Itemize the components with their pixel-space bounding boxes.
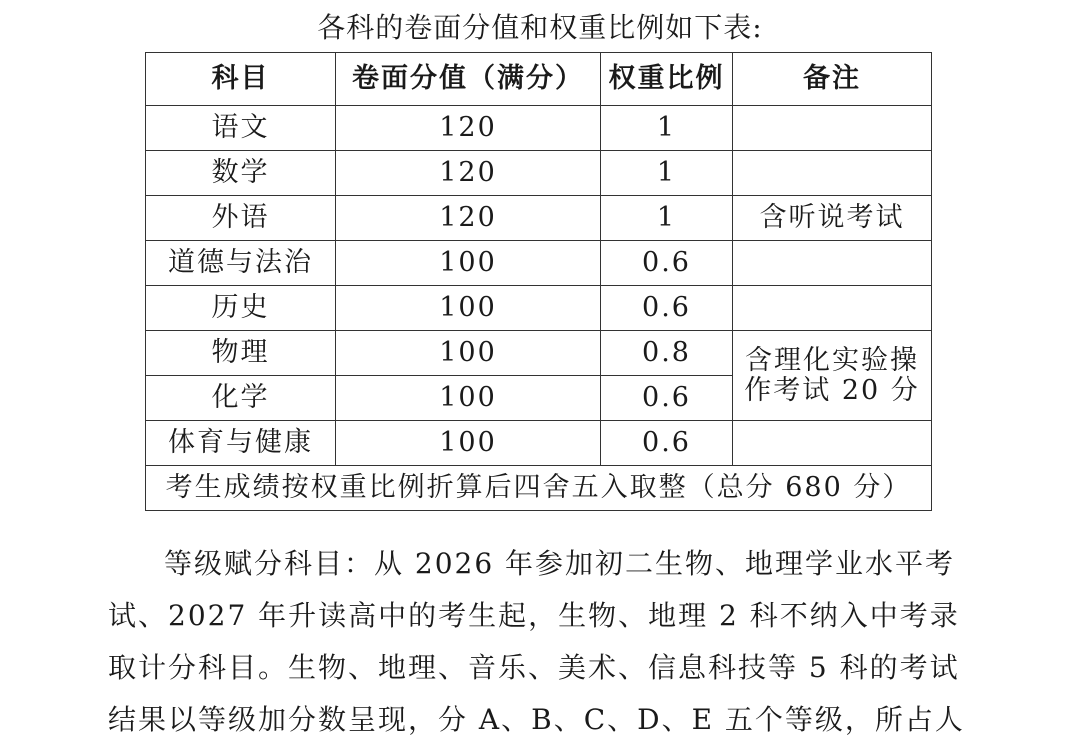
header-subject: 科目 [146, 53, 336, 106]
table-row [146, 241, 932, 286]
cell-note-empty [733, 421, 932, 466]
cell-note-listening: 含听说考试 [733, 196, 932, 241]
cell-note-empty [733, 151, 932, 196]
cell-weight: 0.6 [601, 376, 733, 421]
cell-weight: 0.6 [601, 286, 733, 331]
cell-weight: 1 [601, 196, 733, 241]
body-paragraph [108, 538, 968, 746]
table-row [146, 196, 932, 241]
cell-score: 100 [336, 421, 601, 466]
paragraph-line: 取计分科目。生物、地理、音乐、美术、信息科技等 5 科的考试 [108, 651, 960, 684]
header-weight: 权重比例 [601, 53, 733, 106]
cell-weight: 1 [601, 151, 733, 196]
cell-weight: 0.8 [601, 331, 733, 376]
cell-weight: 1 [601, 106, 733, 151]
table-row [146, 106, 932, 151]
table-footer-note: 考生成绩按权重比例折算后四舍五入取整（总分 680 分） [146, 466, 932, 511]
cell-subject: 道德与法治 [146, 241, 336, 286]
note-lab-line2: 作考试 20 分 [744, 374, 920, 406]
table-row [146, 151, 932, 196]
note-lab-line1: 含理化实验操 [745, 344, 919, 376]
paragraph-line: 试、2027 年升读高中的考生起，生物、地理 2 科不纳入中考录 [108, 599, 960, 632]
cell-weight: 0.6 [601, 421, 733, 466]
header-notes: 备注 [733, 53, 932, 106]
header-score: 卷面分值（满分） [336, 53, 601, 106]
cell-subject: 外语 [146, 196, 336, 241]
table-row [146, 331, 932, 376]
cell-score: 100 [336, 241, 601, 286]
cell-score: 120 [336, 106, 601, 151]
cell-subject: 历史 [146, 286, 336, 331]
cell-score: 100 [336, 331, 601, 376]
table-header-row [146, 53, 932, 106]
table-footer-row [146, 466, 932, 511]
cell-weight: 0.6 [601, 241, 733, 286]
cell-score: 100 [336, 286, 601, 331]
cell-note-lab-exam [733, 331, 932, 421]
cell-subject: 体育与健康 [146, 421, 336, 466]
cell-subject: 语文 [146, 106, 336, 151]
paragraph-line: 等级赋分科目：从 2026 年参加初二生物、地理学业水平考 [164, 547, 956, 580]
cell-note-empty [733, 286, 932, 331]
cell-note-empty [733, 241, 932, 286]
table-row [146, 421, 932, 466]
cell-score: 120 [336, 196, 601, 241]
cell-note-empty [733, 106, 932, 151]
table-row [146, 286, 932, 331]
score-weight-table [145, 52, 932, 511]
paragraph-line: 结果以等级加分数呈现，分 A、B、C、D、E 五个等级，所占人 [108, 703, 965, 736]
table-caption: 各科的卷面分值和权重比例如下表: [317, 11, 763, 44]
cell-subject: 物理 [146, 331, 336, 376]
cell-score: 100 [336, 376, 601, 421]
cell-subject: 数学 [146, 151, 336, 196]
cell-subject: 化学 [146, 376, 336, 421]
cell-score: 120 [336, 151, 601, 196]
